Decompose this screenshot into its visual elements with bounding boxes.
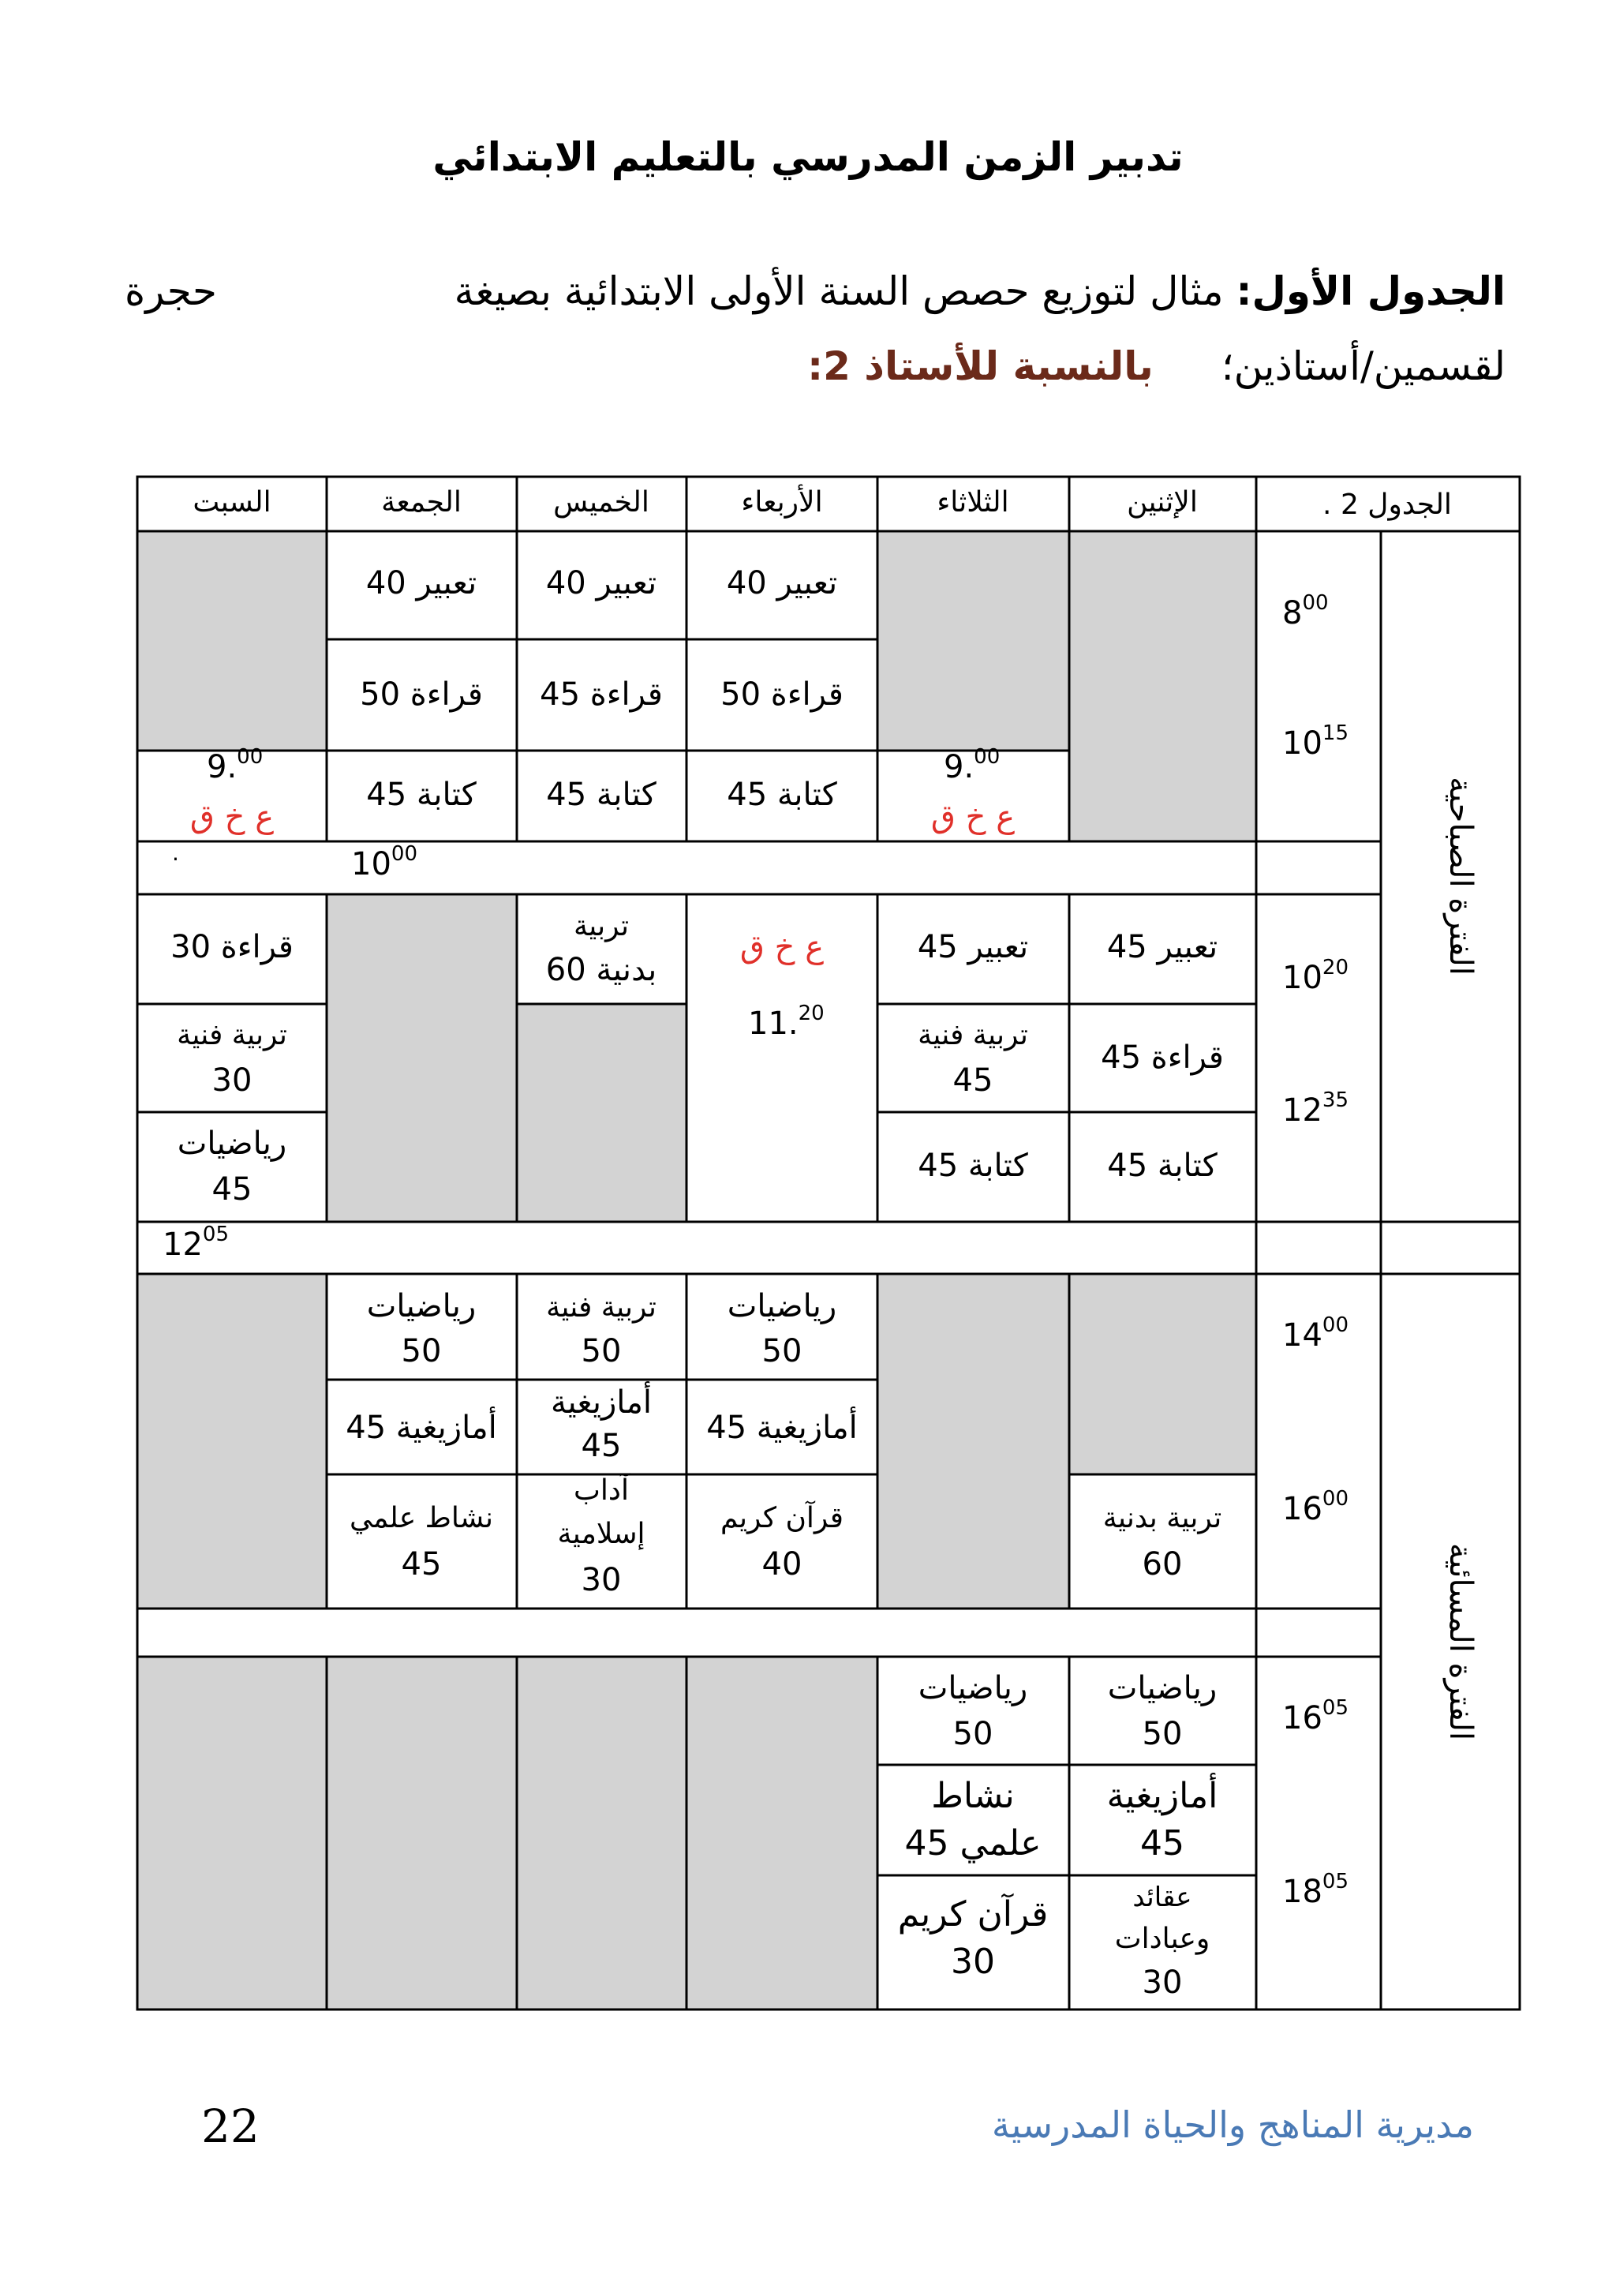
cell-wed-e1-b: 50 — [761, 1333, 802, 1369]
cell-thu-m1: تعبير 40 — [545, 565, 657, 601]
shade-tue-m — [877, 531, 1069, 751]
time-1015: $10^{15}$ — [1282, 721, 1349, 762]
period-morning: الفترة الصباحية — [1442, 777, 1479, 976]
time-1600: $16^{00}$ — [1282, 1487, 1349, 1527]
cell-wed-akq: ع خ ق — [739, 929, 825, 965]
cell-fri-m3: كتابة 45 — [366, 777, 477, 813]
cell-mon-e4-a: رياضيات — [1107, 1670, 1218, 1706]
cell-fri-e3-a: نشاط علمي — [349, 1502, 494, 1534]
cell-tue-e6-b: 30 — [951, 1942, 995, 1982]
cell-fri-e3-b: 45 — [401, 1546, 442, 1582]
cell-sat-m6-a: رياضيات — [177, 1126, 287, 1162]
cell-sat-akq: ع خ ق — [189, 799, 275, 835]
cell-fri-m1: تعبير 40 — [365, 565, 477, 601]
cell-thu-m4-a: تربية — [573, 910, 630, 942]
cell-mon-m5: قراءة 45 — [1101, 1039, 1224, 1076]
break-1000: $10^{00}$ — [351, 842, 417, 882]
cell-thu-e2-b: 45 — [581, 1428, 622, 1464]
cell-mon-e6-c: 30 — [1142, 1965, 1183, 2001]
cell-mon-e5-a: أمازيغية — [1106, 1776, 1218, 1816]
cell-tue-e5-b: علمي 45 — [904, 1823, 1042, 1863]
shade-sat-e — [137, 1274, 327, 1609]
day-saturday: السبت — [193, 486, 271, 519]
cell-fri-e1-a: رياضيات — [366, 1288, 477, 1324]
cell-mon-e3-b: 60 — [1142, 1546, 1183, 1582]
cell-sat-m6-b: 45 — [211, 1171, 252, 1208]
shade-late-e — [137, 1657, 877, 2009]
cell-tue-m6: كتابة 45 — [918, 1148, 1028, 1184]
time-1605: $16^{05}$ — [1282, 1696, 1349, 1736]
period-labels — [1442, 777, 1479, 1740]
cell-thu-e1-b: 50 — [581, 1333, 622, 1369]
shade-fri-m — [327, 894, 517, 1222]
shade-mon-e1 — [1069, 1274, 1256, 1474]
subheading: لقسمين/أستاذين؛ — [1221, 343, 1506, 389]
cell-sat-m5-a: تربية فنية — [177, 1019, 287, 1051]
cell-mon-e5-b: 45 — [1140, 1823, 1184, 1863]
cell-fri-e1-b: 50 — [401, 1333, 442, 1369]
cell-tue-e5-a: نشاط — [931, 1776, 1015, 1816]
heading-label: الجدول الأول: — [1236, 268, 1506, 314]
cell-thu-m2: قراءة 45 — [540, 676, 663, 713]
cell-mon-m4: تعبير 45 — [1106, 929, 1218, 965]
shade-mon-m — [1069, 531, 1256, 841]
day-thursday: الخميس — [553, 486, 649, 519]
cell-wed-e3-b: 40 — [761, 1546, 802, 1582]
cell-thu-e3-c: 30 — [581, 1562, 622, 1598]
cell-wed-m2: قراءة 50 — [720, 676, 844, 713]
time-1235: $12^{35}$ — [1282, 1088, 1349, 1129]
cell-thu-m4-b: بدنية 60 — [545, 952, 657, 988]
break-1205: $12^{05}$ — [163, 1223, 229, 1263]
tue-0900: 9.00 — [944, 745, 1001, 785]
cell-tue-e6-a: قرآن كريم — [897, 1894, 1049, 1935]
heading-hojra: حجرة — [125, 268, 217, 314]
shade-sat-m — [137, 531, 327, 751]
cell-thu-e3-a: آداب — [574, 1474, 629, 1507]
corner-label: الجدول 2 . — [1322, 489, 1452, 521]
cell-thu-e1-a: تربية فنية — [546, 1291, 656, 1324]
wed-1120: 11.20 — [748, 1002, 825, 1042]
break-dot: . — [172, 840, 179, 866]
cell-wed-e3-a: قرآن كريم — [720, 1502, 844, 1534]
cell-sat-m4: قراءة 30 — [170, 929, 294, 965]
time-0800: $8^{00}$ — [1282, 591, 1329, 631]
cell-thu-e2-a: أمازيغية — [551, 1384, 652, 1421]
cell-thu-m3: كتابة 45 — [546, 777, 656, 813]
cell-wed-m3: كتابة 45 — [727, 777, 837, 813]
cell-tue-e4-b: 50 — [952, 1716, 993, 1752]
cell-mon-m6: كتابة 45 — [1107, 1148, 1218, 1184]
page-title: تدبير الزمن المدرسي بالتعليم الابتدائي — [432, 134, 1184, 180]
cell-fri-m2: قراءة 50 — [360, 676, 483, 713]
cell-tue-akq: ع خ ق — [930, 799, 1016, 835]
shade-thu-m — [517, 1004, 686, 1222]
cell-fri-e2: أمازيغية 45 — [346, 1410, 497, 1446]
cell-mon-e6-a: عقائد — [1132, 1882, 1192, 1913]
time-1400: $14^{00}$ — [1282, 1313, 1349, 1354]
page-number: 22 — [201, 2099, 260, 2153]
teacher-label: بالنسبة للأستاذ 2: — [807, 343, 1154, 389]
shade-tue-e — [877, 1274, 1069, 1609]
header-row — [193, 484, 1452, 521]
heading-text: مثال لتوزيع حصص السنة الأولى الابتدائية بصيغة — [454, 268, 1224, 314]
day-tuesday: الثلاثاء — [937, 486, 1009, 519]
cell-wed-e2: أمازيغية 45 — [706, 1410, 858, 1446]
period-evening: الفترة المسائية — [1442, 1542, 1479, 1741]
sat-0900: 9.00 — [207, 745, 264, 785]
cell-mon-e3-a: تربية بدنية — [1102, 1502, 1222, 1534]
cell-sat-m5-b: 30 — [211, 1062, 252, 1099]
cell-tue-m4: تعبير 45 — [917, 929, 1029, 965]
cell-wed-m1: تعبير 40 — [726, 565, 838, 601]
cell-mon-e6-b: وعبادات — [1114, 1923, 1210, 1955]
cell-wed-e1-a: رياضيات — [727, 1288, 837, 1324]
day-friday: الجمعة — [381, 486, 462, 519]
cell-tue-m5-b: 45 — [952, 1062, 993, 1099]
cell-mon-e4-b: 50 — [1142, 1716, 1183, 1752]
time-1020: $10^{20}$ — [1282, 956, 1349, 996]
time-1805: $18^{05}$ — [1282, 1870, 1349, 1910]
shaded-cells — [137, 531, 1256, 2009]
day-monday: الإثنين — [1127, 486, 1198, 519]
cell-tue-e4-a: رياضيات — [918, 1670, 1028, 1706]
cell-thu-e3-b: إسلامية — [557, 1518, 645, 1550]
footer-text: مديرية المناهج والحياة المدرسية — [991, 2103, 1474, 2146]
cell-tue-m5-a: تربية فنية — [918, 1019, 1028, 1051]
day-wednesday: الأربعاء — [741, 486, 823, 519]
